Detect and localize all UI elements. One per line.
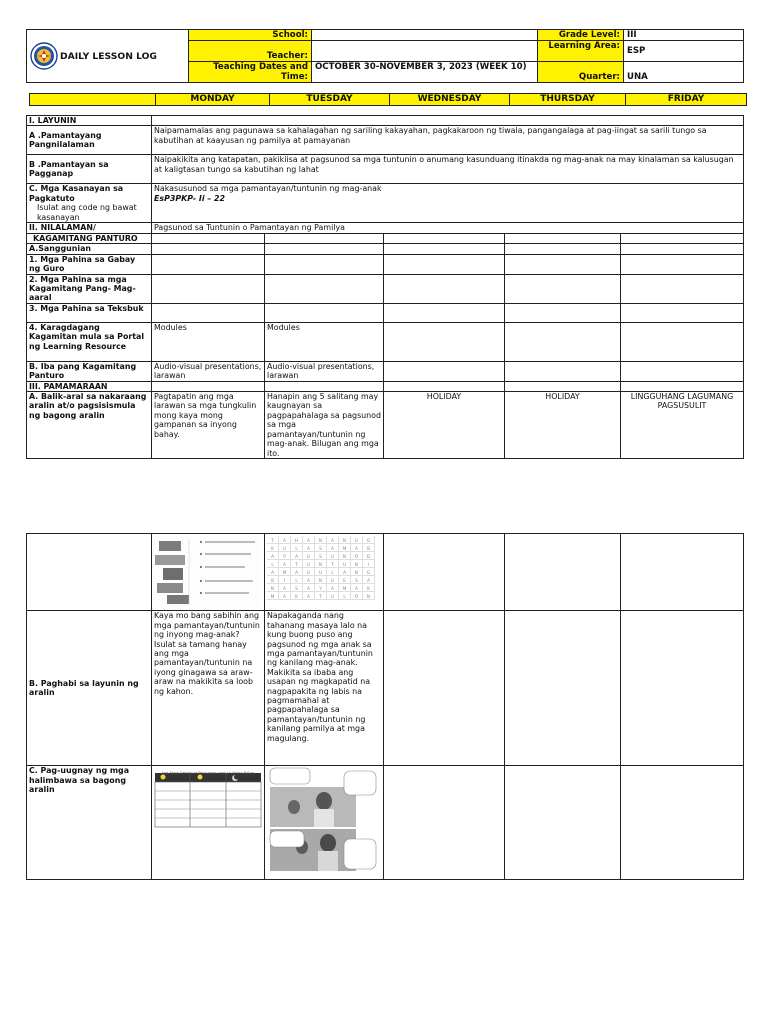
pamantayan-sa-pagganap-label: B .Pamantayan sa Pagganap — [27, 155, 152, 184]
pamantayan-sa-pagganap-text: Naipakikita ang katapatan, pakikiisa at pagsunod sa mga tuntunin o anumang kasunduang itinakda ng mag-anak na may kinalaman sa kalusugan at kaligtasan tungo sa kabutihan ng lahat — [152, 155, 744, 184]
school-value — [312, 30, 538, 41]
word-search-letter: M — [279, 568, 291, 576]
nilalaman-text: Pagsunod sa Tuntunin o Pamantayan ng Pamilya — [152, 223, 744, 233]
grade-level-value: III — [624, 30, 744, 41]
quarter-value: UNA — [624, 62, 744, 83]
deped-seal-icon — [30, 42, 58, 70]
word-search-letter: K — [267, 544, 279, 552]
learning-area-value: ESP — [624, 41, 744, 62]
word-search-letter: A — [303, 576, 315, 584]
teaching-dates-value: OCTOBER 30-NOVEMBER 3, 2023 (WEEK 10) — [312, 62, 538, 83]
word-search-letter: O — [351, 552, 363, 560]
word-search-letter: A — [351, 544, 363, 552]
pamantayang-pangnilalaman-text: Naipamamalas ang pagunawa sa kahalagahan ng sariling kakayahan, pagkakaroon ng tiwala, pangangalaga at pag-iingat sa sarili tungo sa kabutihan at kaayusan ng pamilya at pamayanan — [152, 126, 744, 155]
lesson-table — [26, 115, 744, 459]
word-search-letter: I — [279, 576, 291, 584]
word-search-letter: A — [327, 536, 339, 544]
kagamitan-label: KAGAMITANG PANTURO — [27, 233, 152, 243]
dialogue-comic-picture — [266, 767, 379, 875]
word-search-letter: A — [327, 544, 339, 552]
days-bar — [29, 93, 747, 106]
header-logo-cell — [27, 30, 189, 83]
word-search-letter: Y — [315, 584, 327, 592]
word-search-letter: L — [267, 560, 279, 568]
word-search-letter: A — [363, 576, 375, 584]
teaching-dates-label: Teaching Dates and Time: — [189, 62, 312, 83]
page-title: DAILY LESSON LOG — [60, 50, 157, 62]
word-search-letter: A — [279, 584, 291, 592]
word-search-letter: N — [315, 536, 327, 544]
matching-worksheet-image — [152, 534, 265, 611]
word-search-letter: O — [351, 592, 363, 600]
word-search-letter: E — [339, 576, 351, 584]
teacher-value — [312, 41, 538, 62]
word-search-letter: D — [363, 552, 375, 560]
word-search-letter: K — [291, 592, 303, 600]
pamamaraan-label: III. PAMAMARAAN — [27, 381, 152, 391]
word-search-letter: H — [291, 536, 303, 544]
word-search-letter: S — [315, 544, 327, 552]
kagamitang-pang-mag-aaral-label: 2. Mga Pahina sa mga Kagamitang Pang- Mag-aaral — [27, 274, 152, 303]
paghabi-monday: Kaya mo bang sabihin ang mga pamantayan/tuntunin ng inyong mag-anak? Isulat sa tamang hanay ang mga pamantayan/tuntunin na iyong ginagawa sa araw-araw na makikita sa loob ng kahon. — [152, 611, 265, 766]
balik-aral-wednesday: HOLIDAY — [384, 392, 505, 459]
teksbuk-label: 3. Mga Pahina sa Teksbuk — [27, 303, 152, 322]
kasanayan-text: Nakasusunod sa mga pamantayan/tuntunin ng mag-anak — [154, 184, 382, 194]
word-search-letter: T — [315, 592, 327, 600]
lesson-table-continued — [26, 533, 744, 880]
word-search-letter: A — [303, 584, 315, 592]
word-search-letter: U — [327, 592, 339, 600]
nilalaman-label: II. NILALAMAN/ — [27, 223, 152, 233]
word-search-letter: A — [267, 568, 279, 576]
word-search-letter: N — [351, 568, 363, 576]
word-search-letter: P — [279, 552, 291, 560]
iba-pang-tuesday: Audio-visual presentations, larawan — [265, 361, 384, 381]
word-search-letter: N — [339, 536, 351, 544]
word-search-letter: A — [303, 536, 315, 544]
word-search-letter: L — [291, 544, 303, 552]
learning-area-label: Learning Area: — [538, 41, 624, 62]
section-layunin: I. LAYUNIN — [27, 116, 152, 126]
word-search-letter: N — [339, 552, 351, 560]
word-search-letter: M — [267, 592, 279, 600]
word-search-letter: G — [327, 576, 339, 584]
word-search-letter: L — [339, 592, 351, 600]
word-search-letter: A — [303, 592, 315, 600]
kasanayan-note: Isulat ang code ng bawat kasanayan — [37, 203, 137, 222]
word-search-letter: L — [291, 576, 303, 584]
day-monday: MONDAY — [156, 94, 270, 106]
word-search-letter: B — [267, 576, 279, 584]
karagdagang-tuesday: Modules — [265, 322, 384, 361]
karagdagang-monday: Modules — [152, 322, 265, 361]
balik-aral-tuesday: Hanapin ang 5 salitang may kaugnayan sa pagpapahalaga sa pagsunod sa mga pamantayan/tuntunin ng mag-anak. Bilugan ang mga ito. — [265, 392, 384, 459]
day-tuesday: TUESDAY — [270, 94, 390, 106]
word-search-letter: O — [363, 536, 375, 544]
school-label: School: — [189, 30, 312, 41]
gabay-label: 1. Mga Pahina sa Gabay ng Guro — [27, 254, 152, 274]
word-search-grid — [265, 534, 384, 611]
word-search-letter: A — [327, 584, 339, 592]
word-search-letter: G — [363, 568, 375, 576]
header-table — [26, 29, 744, 83]
iba-pang-label: B. Iba pang Kagamitang Panturo — [27, 361, 152, 381]
paghabi-label: B. Paghabi sa layunin ng aralin — [27, 611, 152, 766]
kasanayan-label: C. Mga Kasanayan sa Pagkatuto — [29, 184, 124, 203]
teacher-label: Teacher: — [189, 41, 312, 62]
schedule-worksheet-image — [152, 766, 265, 880]
pag-uugnay-label: C. Pag-uugnay ng mga halimbawa sa bagong aralin — [27, 766, 152, 880]
word-search-letter: N — [267, 584, 279, 592]
worksheet-title: Ang Aking Gawain sa Pang-araw-araw sa Aming Bahay — [161, 770, 255, 775]
quarter-label: Quarter: — [538, 62, 624, 83]
karagdagang-label: 4. Karagdagang Kagamitan mula sa Portal ng Learning Resource — [27, 322, 152, 361]
word-search-letter: T — [327, 560, 339, 568]
day-thursday: THURSDAY — [510, 94, 626, 106]
pamantayang-pangnilalaman-label: A .Pamantayang Pangnilalaman — [27, 126, 152, 155]
word-search-letter: G — [351, 536, 363, 544]
iba-pang-monday: Audio-visual presentations, larawan — [152, 361, 265, 381]
word-search-letter: M — [339, 544, 351, 552]
word-search-letter: U — [303, 560, 315, 568]
word-search-letter: A — [279, 592, 291, 600]
word-search-letter: A — [279, 560, 291, 568]
days-blank — [30, 94, 156, 106]
word-search-letter: U — [315, 568, 327, 576]
balik-aral-friday: LINGGUHANG LAGUMANG PAGSUSULIT — [621, 392, 744, 459]
word-search-letter: A — [279, 536, 291, 544]
word-search-letter: A — [303, 544, 315, 552]
day-friday: FRIDAY — [626, 94, 747, 106]
kasanayan-code: EsP3PKP- Ii – 22 — [154, 193, 225, 203]
grade-level-label: Grade Level: — [538, 30, 624, 41]
word-search-letter: A — [291, 568, 303, 576]
word-search-letter: L — [327, 568, 339, 576]
day-wednesday: WEDNESDAY — [390, 94, 510, 106]
word-search-letter: U — [339, 560, 351, 568]
word-search-letter: K — [363, 584, 375, 592]
word-search-letter: A — [351, 584, 363, 592]
word-search-letter: S — [291, 584, 303, 592]
kasanayan-cell — [152, 184, 744, 223]
paghabi-tuesday: Napakaganda nang tahanang masaya lalo na kung buong puso ang pagsunod ng mga anak sa mga pamantayan/tuntunin ng kanilang mag-anak. Makikita sa ibaba ang usapan ng magkapatid na nagpapakita ng labis na pagmamahal at pagpapahalaga sa pamantayan/tuntunin ng kanilang pamilya at mga magulang. — [265, 611, 384, 766]
word-search-letter: G — [303, 552, 315, 560]
word-search-letter: M — [339, 584, 351, 592]
word-search-letter: A — [267, 552, 279, 560]
word-search-letter: A — [339, 568, 351, 576]
sanggunian-label: A.Sanggunian — [27, 244, 152, 254]
word-search-letter: B — [363, 544, 375, 552]
word-search-letter: N — [351, 560, 363, 568]
word-search-letter: S — [351, 576, 363, 584]
word-search-letter: U — [279, 544, 291, 552]
balik-aral-label: A. Balik-aral sa nakaraang aralin at/o pagsisismula ng bagong aralin — [27, 392, 152, 459]
word-search-letter: N — [315, 560, 327, 568]
word-search-letter: T — [291, 560, 303, 568]
word-search-letter: N — [315, 576, 327, 584]
dialogue-comic-image — [265, 766, 384, 880]
schedule-table-picture — [153, 767, 263, 831]
word-search-letter: T — [267, 536, 279, 544]
word-search-letter: U — [327, 552, 339, 560]
kasanayan-label-cell — [27, 184, 152, 223]
word-search-letter: I — [363, 560, 375, 568]
balik-aral-monday: Pagtapatin ang mga larawan sa mga tungkulin mong kaya mong gampanan sa inyong bahay. — [152, 392, 265, 459]
word-search-letter: S — [315, 552, 327, 560]
matching-worksheet-picture — [153, 535, 261, 607]
word-search-letter: G — [303, 568, 315, 576]
balik-aral-thursday: HOLIDAY — [505, 392, 621, 459]
word-search-letter: N — [363, 592, 375, 600]
word-search-letter: A — [291, 552, 303, 560]
